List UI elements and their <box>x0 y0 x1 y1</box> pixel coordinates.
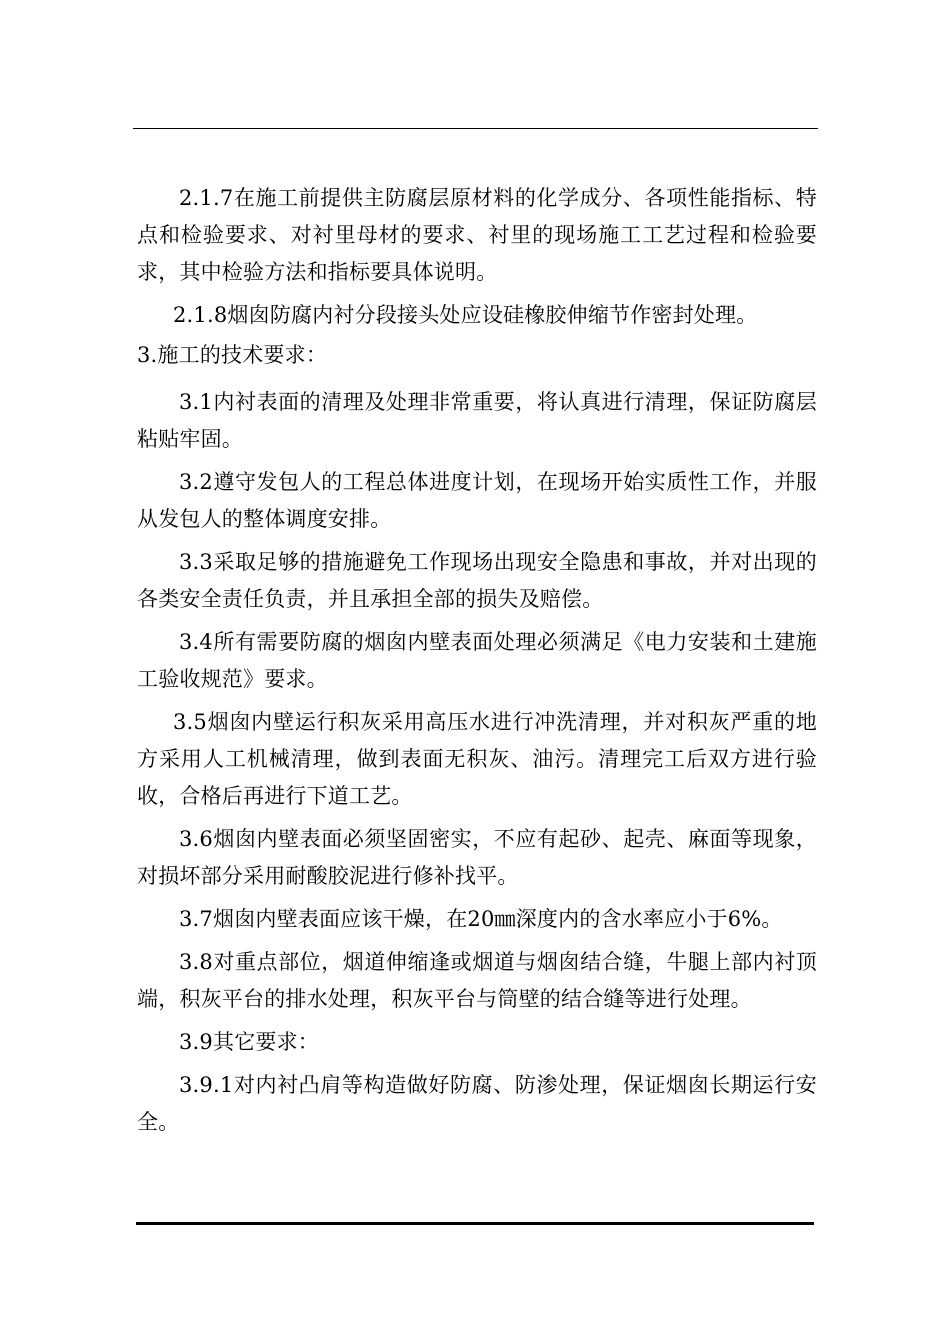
paragraph-3-9-1: 3.9.1对内衬凸肩等构造做好防腐、防渗处理，保证烟囱长期运行安全。 <box>137 1073 817 1134</box>
paragraph-3-3: 3.3采取足够的措施避免工作现场出现安全隐患和事故，并对出现的各类安全责任负责，并且承担全部的损失及赔偿。 <box>137 550 817 611</box>
paragraph-3-8: 3.8对重点部位，烟道伸缩逢或烟道与烟囱结合缝，牛腿上部内衬顶端，积灰平台的排水处理，积灰平台与筒壁的结合缝等进行处理。 <box>137 950 817 1011</box>
paragraph-3-9: 3.9其它要求： <box>179 1030 319 1054</box>
paragraph-3-1: 3.1内衬表面的清理及处理非常重要，将认真进行清理，保证防腐层粘贴牢固。 <box>137 390 817 451</box>
paragraph-2-1-8: 2.1.8烟囱防腐内衬分段接头处应设硅橡胶伸缩节作密封处理。 <box>173 303 758 327</box>
paragraph-3-6: 3.6烟囱内壁表面必须坚固密实，不应有起砂、起壳、麻面等现象，对损坏部分采用耐酸胶泥进行修补找平。 <box>137 827 817 888</box>
document-body <box>137 180 817 1141</box>
paragraph-3-2: 3.2遵守发包人的工程总体进度计划，在现场开始实质性工作，并服从发包人的整体调度安排。 <box>137 470 817 531</box>
paragraph-3-4: 3.4所有需要防腐的烟囱内壁表面处理必须满足《电力安装和土建施工验收规范》要求。 <box>137 630 817 691</box>
paragraph-2-1-7: 2.1.7在施工前提供主防腐层原材料的化学成分、各项性能指标、特点和检验要求、对衬里母材的要求、衬里的现场施工工艺过程和检验要求，其中检验方法和指标要具体说明。 <box>137 186 817 284</box>
footer-rule <box>136 1222 814 1225</box>
paragraph-3-5: 3.5烟囱内壁运行积灰采用高压水进行冲洗清理，并对积灰严重的地方采用人工机械清理，做到表面无积灰、油污。清理完工后双方进行验收，合格后再进行下道工艺。 <box>137 710 817 808</box>
paragraph-3-7: 3.7烟囱内壁表面应该干燥，在20㎜深度内的含水率应小于6%。 <box>179 907 783 931</box>
header-rule <box>133 128 818 129</box>
section-heading-3: 3.施工的技术要求： <box>137 343 328 367</box>
